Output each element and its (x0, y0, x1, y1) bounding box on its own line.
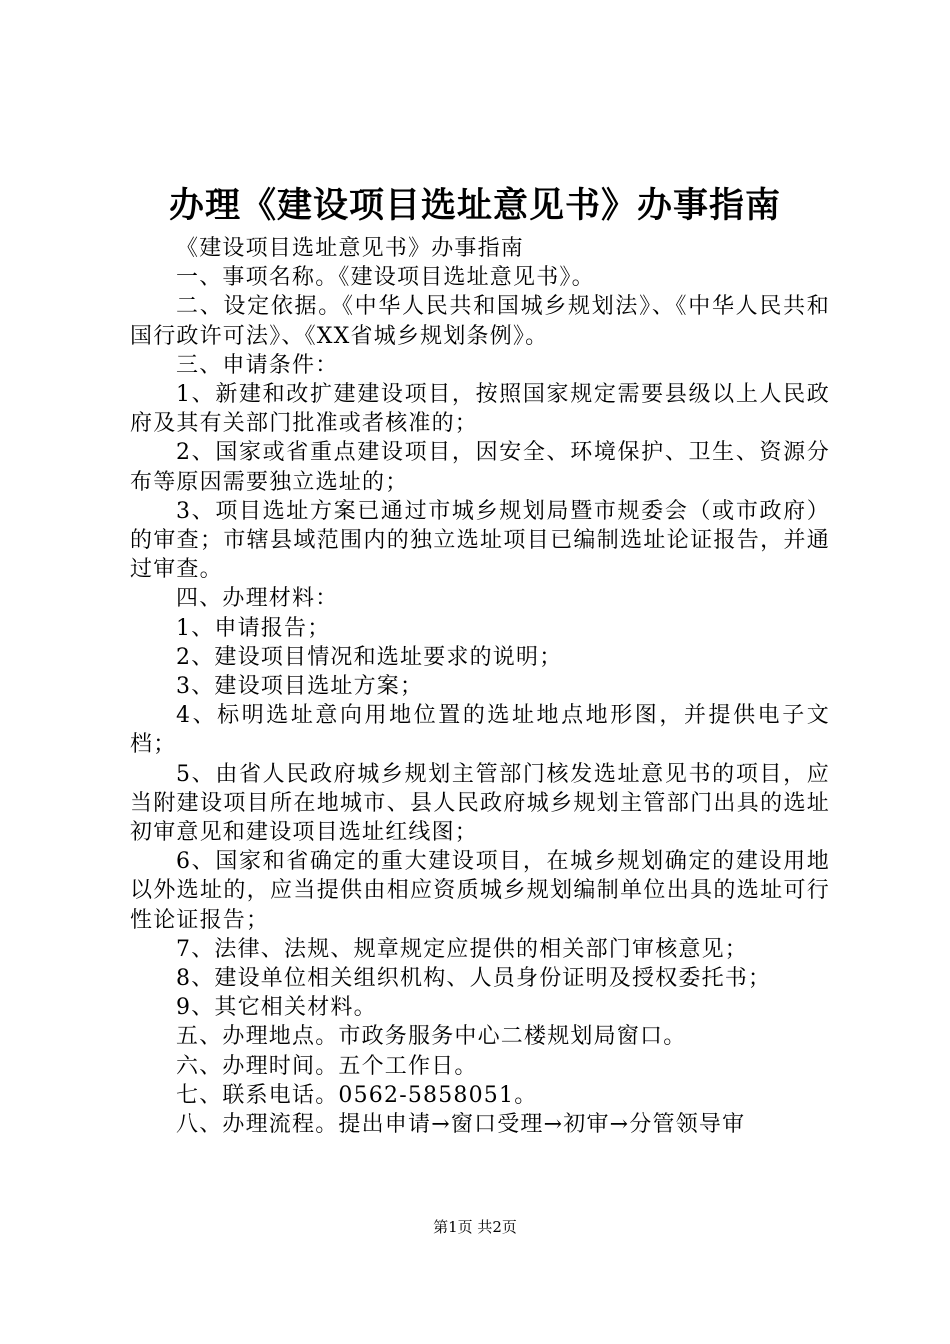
paragraph-material-9: 9、其它相关材料。 (176, 995, 377, 1021)
paragraph-material-5: 5、由省人民政府城乡规划主管部门核发选址意见书的项目，应当附建设项目所在地城市、县人民政府城乡规划主管部门出具的选址初审意见和建设项目选址红线图； (130, 761, 830, 846)
paragraph-condition-3: 3、项目选址方案已通过市城乡规划局暨市规委会（或市政府）的审查；市辖县域范围内的独立选址项目已编制选址论证报告，并通过审查。 (130, 498, 830, 583)
paragraph-duration: 六、办理时间。五个工作日。 (176, 1053, 478, 1079)
document-title: 办理《建设项目选址意见书》办事指南 (168, 186, 781, 226)
paragraph-material-1: 1、申请报告； (176, 615, 331, 641)
document-body (130, 234, 830, 1139)
paragraph-conditions-heading: 三、申请条件： (176, 352, 339, 378)
paragraph-process: 八、办理流程。提出申请→窗口受理→初审→分管领导审 (176, 1112, 746, 1138)
paragraph-material-8: 8、建设单位相关组织机构、人员身份证明及授权委托书； (176, 966, 772, 992)
paragraph-location: 五、办理地点。市政务服务中心二楼规划局窗口。 (176, 1024, 687, 1050)
paragraph-heading: 《建设项目选址意见书》办事指南 (176, 236, 525, 261)
paragraph-legal-basis: 二、设定依据。《中华人民共和国城乡规划法》、《中华人民共和国行政许可法》、《XX省城乡规划条例》。 (130, 294, 830, 349)
paragraph-materials-heading: 四、办理材料： (176, 586, 339, 612)
paragraph-material-7: 7、法律、法规、规章规定应提供的相关部门审核意见； (176, 936, 748, 962)
paragraph-condition-1: 1、新建和改扩建建设项目，按照国家规定需要县级以上人民政府及其有关部门批准或者核准的； (130, 382, 830, 437)
paragraph-material-3: 3、建设项目选址方案； (176, 674, 424, 700)
paragraph-phone: 七、联系电话。0562-5858051。 (176, 1082, 538, 1108)
paragraph-material-2: 2、建设项目情况和选址要求的说明； (176, 644, 563, 670)
paragraph-item-name: 一、事项名称。《建设项目选址意见书》。 (176, 265, 595, 291)
paragraph-material-6: 6、国家和省确定的重大建设项目，在城乡规划确定的建设用地以外选址的，应当提供由相应资质城乡规划编制单位出具的选址可行性论证报告； (130, 849, 830, 933)
paragraph-condition-2: 2、国家或省重点建设项目，因安全、环境保护、卫生、资源分布等原因需要独立选址的； (130, 440, 830, 495)
paragraph-material-4: 4、标明选址意向用地位置的选址地点地形图，并提供电子文档； (130, 703, 830, 758)
page-footer: 第1页 共2页 (433, 1218, 517, 1236)
